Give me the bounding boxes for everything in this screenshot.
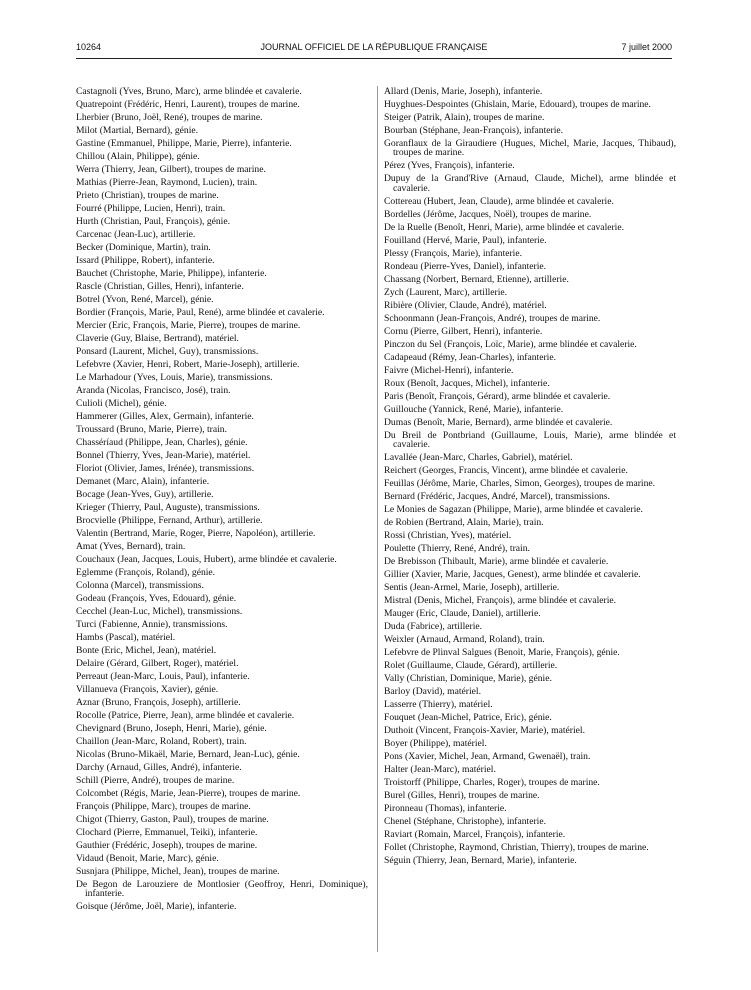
list-item: Colonna (Marcel), transmissions. (76, 580, 204, 591)
list-item: Roux (Benoît, Jacques, Michel), infanterie. (384, 377, 550, 389)
list-item: Dupuy de la Grand'Rive (Arnaud, Claude, Michel), arme blindée et cavalerie. (384, 173, 676, 194)
list-item: Villanueva (François, Xavier), génie. (76, 684, 219, 695)
list-item: Eglemme (François, Roland), génie. (76, 567, 216, 578)
list-item: Follet (Christophe, Raymond, Christian, Thierry), troupes de marine. (384, 842, 649, 854)
list-item: Mathias (Pierre-Jean, Raymond, Lucien), train. (76, 177, 258, 188)
list-item: Huyghues-Despointes (Ghislain, Marie, Edouard), troupes de marine. (384, 99, 651, 110)
list-item: Chillou (Alain, Philippe), génie. (76, 151, 200, 162)
list-item: Mistral (Denis, Michel, François), arme blindée et cavalerie. (384, 595, 617, 607)
list-item: Mauger (Eric, Claude, Daniel), artillerie. (384, 608, 541, 620)
list-item: Floriot (Olivier, James, Irénée), transmissions. (76, 463, 255, 474)
list-item: Duda (Fabrice), artillerie. (384, 621, 483, 633)
list-item: Chigot (Thierry, Gaston, Paul), troupes de marine. (76, 814, 269, 825)
list-item: Schill (Pierre, André), troupes de marine. (76, 775, 235, 786)
list-item: Chaillon (Jean-Marc, Roland, Robert), train. (76, 736, 247, 747)
list-item: Pons (Xavier, Michel, Jean, Armand, Gwenaël), train. (384, 751, 591, 763)
list-item: Colcombet (Régis, Marie, Jean-Pierre), troupes de marine. (76, 788, 301, 799)
list-item: Zych (Laurent, Marc), artillerie. (384, 286, 508, 298)
list-item: Darchy (Arnaud, Gilles, André), infanterie. (76, 762, 242, 773)
list-item: Steiger (Patrik, Alain), troupes de marine. (384, 112, 545, 123)
list-item: Gauthier (Frédéric, Joseph), troupes de marine. (76, 840, 258, 851)
header-rule (76, 58, 672, 59)
list-item: Sentis (Jean-Armel, Marie, Joseph), artillerie. (384, 582, 560, 594)
list-item: Bordier (François, Marie, Paul, René), arme blindée et cavalerie. (76, 307, 325, 318)
list-item: Amat (Yves, Bernard), train. (76, 541, 186, 552)
list-item: Krieger (Thierry, Paul, Auguste), transmissions. (76, 502, 260, 513)
list-item: Werra (Thierry, Jean, Gilbert), troupes de marine. (76, 164, 266, 175)
list-item: Guillouche (Yannick, René, Marie), infanterie. (384, 403, 564, 415)
list-item: Du Breil de Pontbriand (Guillaume, Louis, Marie), arme blindée et cavalerie. (384, 429, 676, 451)
list-item: Plessy (François, Marie), infanterie. (384, 247, 523, 259)
list-item: Cottereau (Hubert, Jean, Claude), arme blindée et cavalerie. (384, 195, 614, 207)
list-item: Cecchel (Jean-Luc, Michel), transmissions. (76, 606, 243, 617)
list-item: Chevignard (Bruno, Joseph, Henri, Marie), génie. (76, 723, 267, 734)
list-item: François (Philippe, Marc), troupes de marine. (76, 801, 251, 812)
list-item: De la Ruelle (Benoît, Henri, Marie), arme blindée et cavalerie. (384, 221, 625, 233)
publication-date: 7 juillet 2000 (621, 42, 672, 52)
list-item: Quatrepoint (Frédéric, Henri, Laurent), troupes de marine. (76, 99, 300, 110)
list-item: Halter (Jean-Marc), matériel. (384, 764, 496, 776)
list-item: Rascle (Christian, Gilles, Henri), infanterie. (76, 281, 244, 292)
list-item: Bordelles (Jérôme, Jacques, Noël), troupes de marine. (384, 208, 592, 220)
list-item: Botrel (Yvon, René, Marcel), génie. (76, 294, 214, 305)
page-header (76, 42, 672, 56)
list-item: Culioli (Michel), génie. (76, 398, 167, 409)
list-item: Bonte (Eric, Michel, Jean), matériel. (76, 645, 217, 656)
list-item: Bernard (Frédéric, Jacques, André, Marcel), transmissions. (384, 491, 610, 503)
left-column (76, 87, 368, 915)
list-item: Chassang (Norbert, Bernard, Etienne), artillerie. (384, 273, 569, 285)
list-item: Pironneau (Thomas), infanterie. (384, 803, 507, 815)
list-item: Claverie (Guy, Blaise, Bertrand), matériel. (76, 333, 239, 344)
list-item: Fouquet (Jean-Michel, Patrice, Eric), génie. (384, 712, 552, 724)
list-item: Bocage (Jean-Yves, Guy), artillerie. (76, 489, 214, 500)
list-item: Bourban (Stéphane, Jean-François), infanterie. (384, 125, 564, 136)
list-item: Lefebvre (Xavier, Henri, Robert, Marie-Joseph), artillerie. (76, 359, 300, 370)
list-item: Le Marhadour (Yves, Louis, Marie), transmissions. (76, 372, 273, 383)
list-item: Mercier (Eric, François, Marie, Pierre), troupes de marine. (76, 320, 301, 331)
list-item: Hambs (Pascal), matériel. (76, 632, 176, 643)
list-item: Pinczon du Sel (François, Loïc, Marie), arme blindée et cavalerie. (384, 338, 637, 350)
list-item: Delaire (Gérard, Gilbert, Roger), matériel. (76, 658, 239, 669)
list-item: Hammerer (Gilles, Alex, Germain), infanterie. (76, 411, 254, 422)
list-item: Vally (Christian, Dominique, Marie), génie. (384, 673, 552, 685)
list-item: Rocolle (Patrice, Pierre, Jean), arme blindée et cavalerie. (76, 710, 295, 721)
list-item: Carcenac (Jean-Luc), artillerie. (76, 229, 196, 240)
list-item: Castagnoli (Yves, Bruno, Marc), arme blindée et cavalerie. (76, 86, 302, 97)
list-item: Rolet (Guillaume, Claude, Gérard), artillerie. (384, 660, 558, 672)
list-item: Gastine (Emmanuel, Philippe, Marie, Pierre), infanterie. (76, 138, 292, 149)
list-item: Schoonmann (Jean-François, André), troupes de marine. (384, 312, 601, 324)
list-item: Aznar (Bruno, François, Joseph), artillerie. (76, 697, 241, 708)
list-item: Chasséríaud (Philippe, Jean, Charles), génie. (76, 437, 248, 448)
list-item: Bauchet (Christophe, Marie, Philippe), infanterie. (76, 268, 267, 279)
list-item: Dumas (Benoît, Marie, Bernard), arme blindée et cavalerie. (384, 416, 613, 428)
list-item: Valentin (Bertrand, Marie, Roger, Pierre, Napoléon), artillerie. (76, 528, 316, 539)
list-item: Raviart (Romain, Marcel, François), infanterie. (384, 829, 566, 841)
list-item: Perreaut (Jean-Marc, Louis, Paul), infanterie. (76, 671, 250, 682)
list-item: Vidaud (Benoit, Marie, Marc), génie. (76, 853, 219, 864)
list-item: Lasserre (Thierry), matériel. (384, 699, 493, 711)
list-item: Hurth (Christian, Paul, François), génie. (76, 216, 231, 227)
list-item: Goisque (Jérôme, Joël, Marie), infanterie. (76, 901, 237, 913)
list-item: Allard (Denis, Marie, Joseph), infanterie. (384, 86, 543, 97)
list-item: Barloy (David), matériel. (384, 686, 481, 698)
list-item: Cadapeaud (Rémy, Jean-Charles), infanterie. (384, 351, 556, 363)
list-item: Rondeau (Pierre-Yves, Daniel), infanterie. (384, 260, 547, 272)
list-item: Paris (Benoît, François, Gérard), arme blindée et cavalerie. (384, 390, 611, 402)
list-item: Reichert (Georges, Francis, Vincent), arme blindée et cavalerie. (384, 465, 628, 477)
list-item: Lavallée (Jean-Marc, Charles, Gabriel), matériel. (384, 452, 573, 464)
list-item: Brocvielle (Philippe, Fernand, Arthur), artillerie. (76, 515, 263, 526)
page-number: 10264 (76, 42, 102, 52)
list-item: Troistorff (Philippe, Charles, Roger), troupes de marine. (384, 777, 600, 789)
list-item: Becker (Dominique, Martin), train. (76, 242, 211, 253)
list-item: Rossi (Christian, Yves), matériel. (384, 530, 512, 542)
list-item: Troussard (Bruno, Marie, Pierre), train. (76, 424, 227, 435)
list-item: Poulette (Thierry, René, André), train. (384, 543, 530, 555)
list-item: Chenel (Stéphane, Christophe), infanterie. (384, 816, 546, 828)
list-item: Cornu (Pierre, Gilbert, Henri), infanterie. (384, 325, 543, 337)
list-item: Le Monies de Sagazan (Philippe, Marie), arme blindée et cavalerie. (384, 504, 643, 516)
list-item: Demanet (Marc, Alain), infanterie. (76, 476, 210, 487)
list-item: Boyer (Philippe), matériel. (384, 738, 487, 750)
list-item: Feuillas (Jérôme, Marie, Charles, Simon, Georges), troupes de marine. (384, 478, 656, 490)
list-item: Séguin (Thierry, Jean, Bernard, Marie), infanterie. (384, 855, 577, 867)
list-item: Turci (Fabienne, Annie), transmissions. (76, 619, 228, 630)
right-column (384, 87, 676, 869)
list-item: Milot (Martial, Bernard), génie. (76, 125, 199, 136)
list-item: Lefebvre de Plinval Salgues (Benoit, Marie, François), génie. (384, 647, 620, 659)
list-item: Pérez (Yves, François), infanterie. (384, 160, 515, 172)
list-item: Faivre (Michel-Henri), infanterie. (384, 364, 514, 376)
journal-title: JOURNAL OFFICIEL DE LA RÉPUBLIQUE FRANÇAISE (260, 42, 488, 52)
list-item: Couchaux (Jean, Jacques, Louis, Hubert), arme blindée et cavalerie. (76, 554, 337, 565)
list-item: Fourré (Philippe, Lucien, Henri), train. (76, 203, 226, 214)
list-item: Bonnel (Thierry, Yves, Jean-Marie), matériel. (76, 450, 251, 461)
list-item: de Robien (Bertrand, Alain, Marie), train. (384, 517, 544, 529)
list-item: Weixler (Arnaud, Armand, Roland), train. (384, 634, 545, 646)
list-item: De Brebisson (Thibault, Marie), arme blindée et cavalerie. (384, 556, 609, 568)
list-item: Duthoit (Vincent, François-Xavier, Marie), matériel. (384, 725, 585, 737)
list-item: Nicolas (Bruno-Mikaël, Marie, Bernard, Jean-Luc), génie. (76, 749, 300, 760)
list-item: Gillier (Xavier, Marie, Jacques, Genest), arme blindée et cavalerie. (384, 569, 641, 581)
list-item: Ponsard (Laurent, Michel, Guy), transmissions. (76, 346, 259, 357)
list-item: Aranda (Nicolas, Francisco, José), train. (76, 385, 231, 396)
list-item: Ribière (Olivier, Claude, André), matériel. (384, 299, 547, 311)
list-item: Goranflaux de la Giraudiere (Hugues, Michel, Marie, Jacques, Thibaud), troupes de marine. (384, 138, 676, 159)
list-item: Burel (Gilles, Henri), troupes de marine. (384, 790, 540, 802)
list-item: Clochard (Pierre, Emmanuel, Teiki), infanterie. (76, 827, 258, 838)
list-item: Godeau (François, Yves, Edouard), génie. (76, 593, 237, 604)
list-item: Fouilland (Hervé, Marie, Paul), infanterie. (384, 234, 547, 246)
list-item: Susnjara (Philippe, Michel, Jean), troupes de marine. (76, 866, 280, 877)
list-item: Prieto (Christian), troupes de marine. (76, 190, 219, 201)
list-item: De Begon de Larouziere de Montlosier (Geoffroy, Henri, Dominique), infanterie. (76, 879, 368, 900)
column-separator (377, 86, 378, 952)
list-item: Lherbier (Bruno, Joël, René), troupes de marine. (76, 112, 263, 123)
list-item: Issard (Philippe, Robert), infanterie. (76, 255, 215, 266)
